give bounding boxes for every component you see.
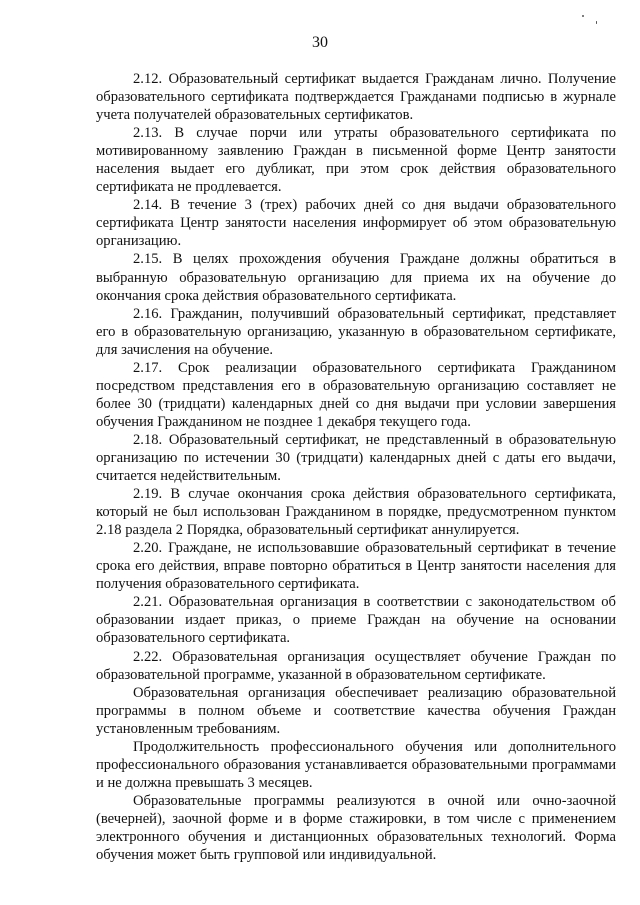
paragraph-2-20: 2.20. Граждане, не использовавшие образовательный сертификат в течение срока его действия, вправе повторно обратиться в Центр занятости населения для получения образовательного сертификата.: [96, 540, 616, 593]
paragraph-2-14: 2.14. В течение 3 (трех) рабочих дней со дня выдачи образовательного сертификата Центр занятости населения информирует об этом образовательную организацию.: [96, 197, 616, 250]
document-body: [96, 70, 616, 864]
paragraph-2-22: 2.22. Образовательная организация осуществляет обучение Граждан по образовательной программе, указанной в образовательном сертификате.: [96, 648, 616, 683]
paragraph-2-21: 2.21. Образовательная организация в соответствии с законодательством об образовании издает приказ, о приеме Граждан на обучение на основании образовательного сертификата.: [96, 594, 616, 647]
paragraph-2-17: 2.17. Срок реализации образовательного сертификата Гражданином посредством представления его в образовательную организацию составляет не более 30 (тридцати) календарных дней со дня выдачи при условии завершения обучения Гражданином не позднее 1 декабря текущего года.: [96, 359, 616, 430]
paragraph-2-13: 2.13. В случае порчи или утраты образовательного сертификата по мотивированному заявлению Граждан в письменной форме Центр занятости населения выдает его дубликат, при этом срок действия образовательного сертификата не продлевается.: [96, 125, 616, 196]
paragraph-2-18: 2.18. Образовательный сертификат, не представленный в образовательную организацию по истечении 30 (тридцати) календарных дней с даты его выдачи, считается недействительным.: [96, 431, 616, 485]
paragraph-2-15: 2.15. В целях прохождения обучения Граждане должны обратиться в выбранную образовательную организацию для приема их на обучение до окончания срока действия образовательного сертификата.: [96, 251, 616, 304]
scan-speck: [582, 15, 584, 17]
paragraph-2-16: 2.16. Гражданин, получивший образовательный сертификат, представляет его в образовательную организацию, указанную в образовательном сертификате, для зачисления на обучение.: [96, 305, 616, 358]
paragraph-2-19: 2.19. В случае окончания срока действия образовательного сертификата, который не был использован Гражданином в порядке, предусмотренном пунктом 2.18 раздела 2 Порядка, образовательный сертификат аннулируется.: [96, 486, 616, 539]
paragraph-duration: Продолжительность профессионального обучения или дополнительного профессионального образования устанавливается образовательными программами и не должна превышать 3 месяцев.: [96, 738, 616, 791]
paragraph-quality: Образовательная организация обеспечивает реализацию образовательной программы в полном объеме и соответствие качества обучения Граждан установленным требованиям.: [96, 684, 616, 737]
paragraph-2-12: 2.12. Образовательный сертификат выдается Гражданам лично. Получение образовательного сертификата подтверждается Гражданами подписью в журнале учета получателей образовательных сертификатов.: [96, 71, 616, 124]
page-number: 30: [312, 34, 328, 51]
scan-speck: [596, 21, 597, 24]
paragraph-forms: Образовательные программы реализуются в очной или очно-заочной (вечерней), заочной форме и в форме стажировки, в том числе с применением электронного обучения и дистанционных образовательных технологий. Форма обучения может быть групповой или индивидуальной.: [96, 792, 616, 864]
